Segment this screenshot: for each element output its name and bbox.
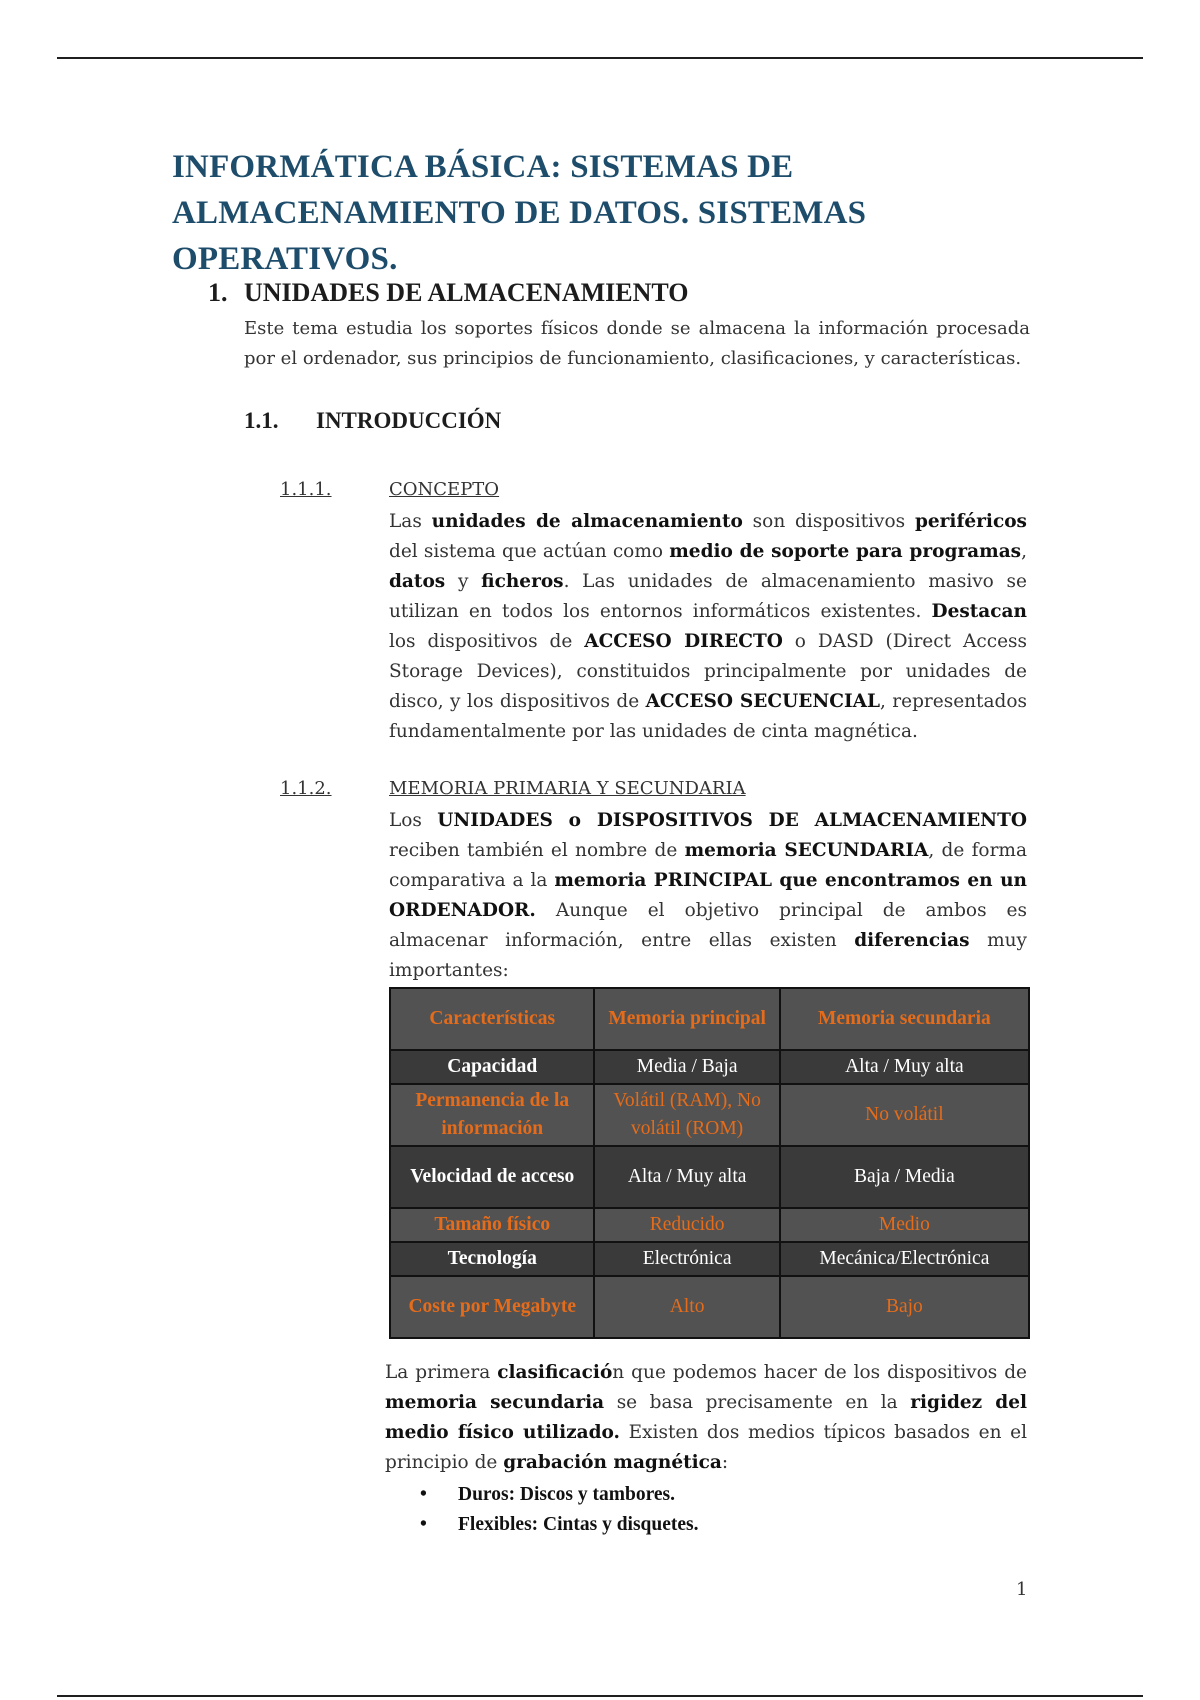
table-cell: Electrónica	[594, 1242, 779, 1276]
table-header-row	[390, 988, 1029, 1050]
section-1-intro: Este tema estudia los soportes físicos donde se almacena la información procesada por el ordenador, sus principios de funcionamiento, clasificaciones, y características.	[244, 318, 1030, 369]
table-cell: Medio	[780, 1208, 1029, 1242]
table-cell: Alta / Muy alta	[594, 1146, 779, 1208]
table-cell: Tamaño físico	[390, 1208, 594, 1242]
section-title: UNIDADES DE ALMACENAMIENTO	[244, 278, 689, 307]
section-1-1-1-number: 1.1.1.	[280, 479, 332, 500]
table-header-cell: Memoria principal	[594, 988, 779, 1050]
table-row	[390, 1084, 1029, 1146]
list-item: • Flexibles: Cintas y disquetes.	[400, 1510, 699, 1540]
table-cell: Mecánica/Electrónica	[780, 1242, 1029, 1276]
table-row	[390, 1146, 1029, 1208]
storage-media-list	[400, 1480, 699, 1540]
table-cell: Capacidad	[390, 1050, 594, 1084]
table-cell: Bajo	[780, 1276, 1029, 1338]
section-number: 1.1.	[244, 408, 279, 433]
bullet-icon: •	[420, 1484, 427, 1505]
page-number: 1	[1016, 1579, 1028, 1600]
table-cell: Permanencia de la información	[390, 1084, 594, 1146]
table-cell: Velocidad de acceso	[390, 1146, 594, 1208]
section-title: INTRODUCCIÓN	[316, 408, 502, 433]
table-cell: Alta / Muy alta	[780, 1050, 1029, 1084]
table-cell: Media / Baja	[594, 1050, 779, 1084]
table-row	[390, 1242, 1029, 1276]
table-cell: Tecnología	[390, 1242, 594, 1276]
top-rule	[57, 57, 1143, 59]
table-cell: Alto	[594, 1276, 779, 1338]
table-header-cell: Memoria secundaria	[780, 988, 1029, 1050]
table-cell: Coste por Megabyte	[390, 1276, 594, 1338]
bottom-rule	[57, 1695, 1143, 1697]
table-row	[390, 1050, 1029, 1084]
table-cell: Volátil (RAM), No volátil (ROM)	[594, 1084, 779, 1146]
list-item: • Duros: Discos y tambores.	[400, 1480, 699, 1510]
section-1-1-2-title: MEMORIA PRIMARIA Y SECUNDARIA	[389, 778, 746, 799]
section-1-1-1-title: CONCEPTO	[389, 479, 500, 500]
section-1-1-heading	[244, 408, 501, 434]
table-cell: No volátil	[780, 1084, 1029, 1146]
memory-paragraph: Los UNIDADES o DISPOSITIVOS DE ALMACENAMIENTO reciben también el nombre de memoria SECUNDARIA, de forma comparativa a la memoria PRINCIPAL que encontramos en un ORDENADOR. Aunque el objetivo principal de ambos es almacenar información, entre ellas existen diferencias muy importantes:	[389, 810, 1028, 981]
table-cell: Reducido	[594, 1208, 779, 1242]
section-number: 1.	[208, 278, 228, 307]
section-1-heading	[208, 278, 688, 308]
table-cell: Baja / Media	[780, 1146, 1029, 1208]
section-1-1-2-number: 1.1.2.	[280, 778, 332, 799]
table-row	[390, 1208, 1029, 1242]
concept-paragraph: Las unidades de almacenamiento son dispositivos periféricos del sistema que actúan como medio de soporte para programas, datos y ficheros. Las unidades de almacenamiento masivo se utilizan en todos los entornos informáticos existentes. Destacan los dispositivos de ACCESO DIRECTO o DASD (Direct Access Storage Devices), constituidos principalmente por unidades de disco, y los dispositivos de ACCESO SECUENCIAL, representados fundamentalmente por las unidades de cinta magnética.	[389, 511, 1028, 742]
bullet-icon: •	[420, 1514, 427, 1535]
document-title: INFORMÁTICA BÁSICA: SISTEMAS DE ALMACENAMIENTO DE DATOS. SISTEMAS OPERATIVOS.	[172, 149, 867, 277]
classification-paragraph: La primera clasificación que podemos hacer de los dispositivos de memoria secundaria se basa precisamente en la rigidez del medio físico utilizado. Existen dos medios típicos basados en el principio de grabación magnética:	[385, 1362, 1028, 1473]
table-header-cell: Características	[390, 988, 594, 1050]
table-row	[390, 1276, 1029, 1338]
memory-comparison-table	[389, 987, 1030, 1339]
